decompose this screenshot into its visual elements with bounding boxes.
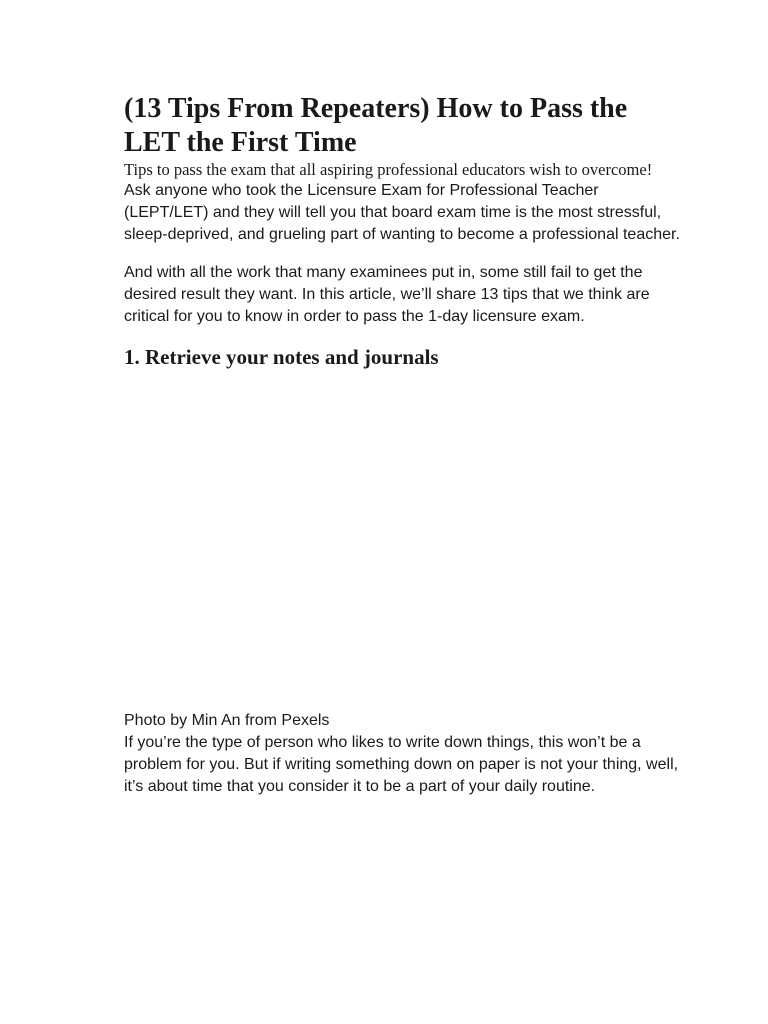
intro-paragraph: Ask anyone who took the Licensure Exam for Professional Teacher (LEPT/LET) and they will tell you that board exam time is the most stressful, sleep-deprived, and grueling part of wanting to become a professional teacher. — [124, 182, 680, 243]
intro-paragraph: And with all the work that many examinees put in, some still fail to get the desired result they want. In this article, we’ll share 13 tips that we think are critical for you to know in order to pass the 1-day licensure exam. — [124, 264, 650, 325]
section-heading: 1. Retrieve your notes and journals — [124, 345, 439, 369]
article-subtitle: Tips to pass the exam that all aspiring professional educators wish to overcome! — [124, 160, 653, 179]
photo-caption: Photo by Min An from Pexels — [124, 712, 330, 729]
article-photo — [124, 370, 680, 710]
section-body: If you’re the type of person who likes to write down things, this won’t be a problem for you. But if writing something down on paper is not your thing, well, it’s about time that you consider it to be a part of your daily routine. — [124, 734, 679, 795]
article — [124, 92, 680, 798]
article-title: (13 Tips From Repeaters) How to Pass the LET the First Time — [124, 93, 628, 158]
